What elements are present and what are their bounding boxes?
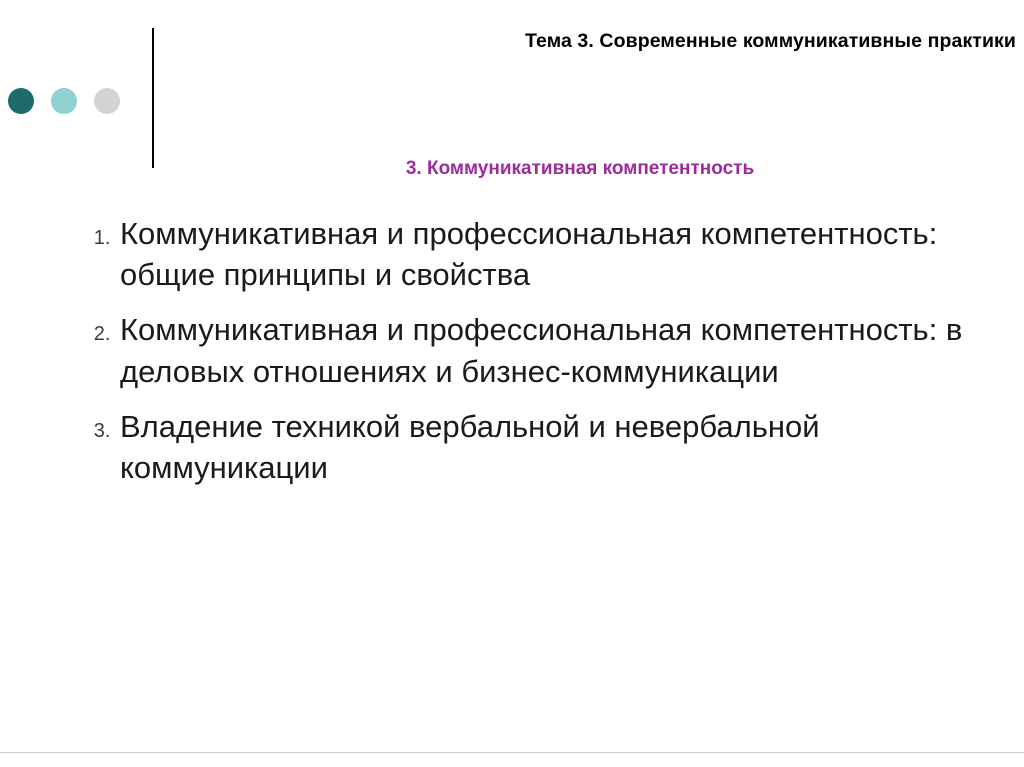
list-item: [116, 213, 984, 295]
list-item: [116, 309, 984, 391]
numbered-list: [66, 213, 984, 488]
list-item-text: 3. Владение техникой вербальной и невербальной коммуникации: [120, 408, 820, 486]
bottom-divider: [0, 752, 1024, 753]
dot-grey-icon: [94, 88, 120, 114]
list-item-text: 2. Коммуникативная и профессиональная компетентность: в деловых отношениях и бизнес-коммуникации: [120, 312, 963, 389]
slide-body: [66, 213, 984, 488]
list-item: [116, 406, 984, 488]
page-title: Тема 3. Современные коммуникативные практики: [524, 30, 1016, 52]
list-item-text: 1. Коммуникативная и профессиональная компетентность: общие принципы и свойства: [120, 216, 938, 293]
decorative-dots: [8, 88, 120, 114]
dot-light-teal-icon: [51, 88, 77, 114]
dot-dark-teal-icon: [8, 88, 34, 114]
section-subtitle: 3. Коммуникативная компетентность: [405, 158, 755, 179]
vertical-divider: [152, 28, 154, 168]
